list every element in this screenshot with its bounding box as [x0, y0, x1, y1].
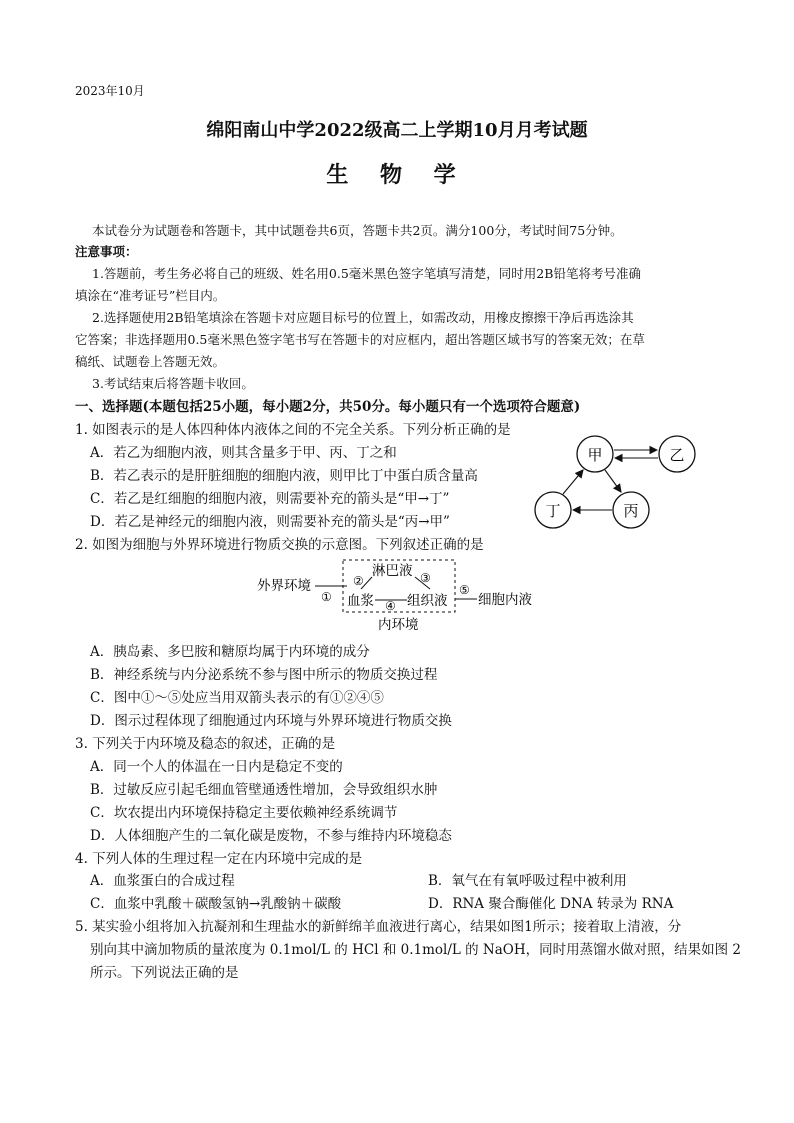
label-n5: ⑤	[459, 583, 470, 597]
question-4-option-a: A．血浆蛋白的合成过程	[90, 873, 235, 889]
instructions-heading: 注意事项：	[75, 244, 138, 259]
label-n2: ②	[353, 574, 364, 588]
question-1-stem: 1. 如图表示的是人体四种体内液体之间的不完全关系。下列分析正确的是	[75, 422, 511, 438]
label-ding: 丁	[545, 502, 561, 520]
question-3-option-d: D．人体细胞产生的二氧化碳是废物，不参与维持内环境稳态	[90, 828, 452, 844]
question-3-option-c: C．坎农提出内环境保持稳定主要依赖神经系统调节	[90, 805, 398, 821]
question-1-option-b: B．若乙表示的是肝脏细胞的细胞内液，则甲比丁中蛋白质含量高	[90, 468, 478, 484]
question-1-option-a: A．若乙为细胞内液，则其含量多于甲、丙、丁之和	[90, 445, 397, 461]
label-n4: ④	[385, 599, 396, 613]
label-jia: 甲	[587, 446, 603, 464]
fluid-relationship-diagram	[525, 430, 705, 535]
label-n3: ③	[420, 571, 431, 585]
question-2-stem: 2. 如图为细胞与外界环境进行物质交换的示意图。下列叙述正确的是	[75, 537, 484, 553]
instruction-3: 3.考试结束后将答题卡收回。	[92, 376, 254, 391]
label-intracellular-fluid: 细胞内液	[478, 592, 532, 608]
instruction-2-line2: 它答案；非选择题用0.5毫米黑色签字笔书写在答题卡的对应框内，超出答题区域书写的答案无效；在草	[75, 332, 645, 347]
arrow-jia-to-bing	[605, 470, 621, 492]
question-2-option-b: B．神经系统与内分泌系统不参与图中所示的物质交换过程	[90, 667, 438, 683]
question-5-line1: 5. 某实验小组将加入抗凝剂和生理盐水的新鲜绵羊血液进行离心，结果如图1所示；接着取上清液，分	[75, 919, 682, 935]
label-bing: 丙	[623, 502, 639, 520]
label-n1: ①	[321, 590, 332, 604]
question-4-option-b: B．氧气在有氧呼吸过程中被利用	[428, 873, 627, 889]
exam-title: 绵阳南山中学2022级高二上学期10月月考试题	[206, 120, 588, 141]
label-internal-environment: 内环境	[378, 617, 419, 633]
instruction-1-line2: 填涂在“准考证号”栏目内。	[75, 288, 226, 303]
exam-subject: 生 物 学	[326, 162, 468, 188]
exam-date: 2023年10月	[75, 84, 145, 98]
question-5-line3: 所示。下列说法正确的是	[90, 965, 239, 981]
label-plasma: 血浆	[347, 593, 374, 609]
instruction-2-line1: 2.选择题使用2B铅笔填涂在答题卡对应题目标号的位置上，如需改动，用橡皮擦擦干净后再选涂其	[92, 310, 634, 325]
question-2-option-c: C．图中①～⑤处应当用双箭头表示的有①②④⑤	[90, 690, 384, 706]
label-yi: 乙	[669, 446, 685, 464]
label-lymph: 淋巴液	[372, 563, 413, 579]
section-heading: 一、选择题(本题包括25小题，每小题2分，共50分。每小题只有一个选项符合题意)	[75, 399, 581, 415]
question-3-option-a: A．同一个人的体温在一日内是稳定不变的	[90, 759, 343, 775]
question-2-option-a: A．胰岛素、多巴胺和糖原均属于内环境的成分	[90, 644, 370, 660]
internal-environment-diagram	[255, 557, 545, 637]
question-2-option-d: D．图示过程体现了细胞通过内环境与外界环境进行物质交换	[90, 713, 452, 729]
question-1-option-c: C．若乙是红细胞的细胞内液，则需要补充的箭头是“甲→丁”	[90, 491, 450, 507]
arrow-ding-to-jia	[563, 470, 583, 494]
question-5-line2: 别向其中滴加物质的量浓度为 0.1mol/L 的 HCl 和 0.1mol/L 的 NaOH，同时用蒸馏水做对照，结果如图 2	[90, 942, 741, 958]
question-3-stem: 3. 下列关于内环境及稳态的叙述，正确的是	[75, 736, 336, 752]
question-4-stem: 4. 下列人体的生理过程一定在内环境中完成的是	[75, 851, 363, 867]
label-tissue-fluid: 组织液	[407, 593, 448, 609]
instructions-intro: 本试卷分为试题卷和答题卡，其中试题卷共6页，答题卡共2页。满分100分，考试时间75分钟。	[92, 223, 623, 238]
question-3-option-b: B．过敏反应引起毛细血管壁通透性增加，会导致组织水肿	[90, 782, 438, 798]
instruction-1-line1: 1.答题前，考生务必将自己的班级、姓名用0.5毫米黑色签字笔填写清楚，同时用2B铅笔将考号准确	[92, 266, 641, 281]
question-4-option-d: D．RNA 聚合酶催化 DNA 转录为 RNA	[428, 896, 674, 912]
instruction-2-line3: 稿纸、试题卷上答题无效。	[75, 354, 226, 369]
question-1-option-d: D．若乙是神经元的细胞内液，则需要补充的箭头是“丙→甲”	[90, 514, 450, 530]
question-4-option-c: C．血浆中乳酸＋碳酸氢钠→乳酸钠＋碳酸	[90, 896, 342, 912]
label-outside-environment: 外界环境	[257, 578, 311, 594]
